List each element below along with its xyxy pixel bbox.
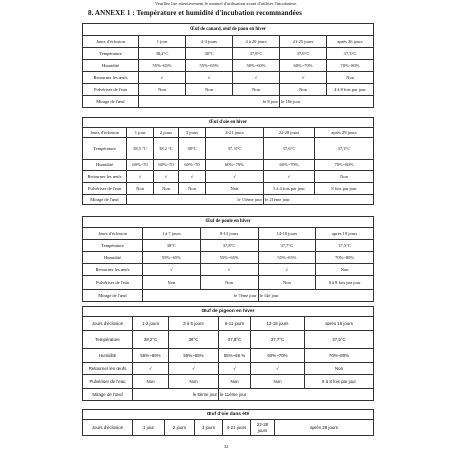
table-row: [83, 96, 374, 108]
cell: 8-13 jours: [200, 228, 258, 240]
cell: √: [264, 171, 315, 183]
table-row: [83, 195, 374, 205]
table-row: [83, 84, 374, 96]
table-row: [83, 128, 374, 138]
cell: √: [280, 72, 327, 84]
cell: 37,6°C: [280, 48, 327, 60]
cell: après 26 jours: [327, 36, 374, 48]
cell: 2-3 jours: [186, 36, 233, 48]
cell: Non: [206, 183, 264, 195]
cell: 38.2 °C: [154, 138, 179, 160]
cell: 37,8°C: [200, 240, 258, 252]
row-label: Retourner les œufs: [83, 363, 133, 375]
cell: après 16 jours: [305, 317, 374, 331]
cell: √: [154, 171, 179, 183]
table-row: [83, 331, 374, 349]
table-title: Œuf de canard, œuf de paon en hiver: [83, 24, 374, 36]
cell: 70%~80%: [316, 252, 374, 264]
cell: √: [251, 363, 305, 375]
table-title: Œuf d'oie en hiver: [83, 118, 374, 128]
cell: 1 jour: [133, 420, 165, 436]
row-label: Mirage de l'œuf: [83, 389, 133, 401]
cell: 1 jour: [127, 128, 154, 138]
row-label: Retourner les œufs: [83, 72, 139, 84]
cell: 1-2 jours: [133, 317, 169, 331]
table-row: [83, 420, 374, 436]
cell: 38°C: [179, 138, 206, 160]
cell: 3 à 4 fois par jour: [264, 183, 315, 195]
cell: 37,6°C: [264, 138, 315, 160]
cell: 14-18 jours: [258, 228, 316, 240]
cell: 38,2°C: [139, 48, 186, 60]
table-row: [83, 317, 374, 331]
table-row: [83, 36, 374, 48]
cell: 1 jour: [139, 36, 186, 48]
table-row: [83, 375, 374, 389]
row-label: Mirage de l'œuf: [83, 96, 139, 108]
row-label: Mirage de l'œuf: [83, 195, 127, 205]
table-row: [83, 252, 374, 264]
cell: √: [139, 72, 186, 84]
cell: 60%~70%: [206, 160, 264, 171]
cell: 70%~80%: [315, 160, 374, 171]
cell: √: [127, 171, 154, 183]
table-row: [83, 48, 374, 60]
cell: Non: [143, 276, 201, 290]
cell: √: [133, 363, 169, 375]
cell: Non: [315, 171, 374, 183]
cell: 3 jours: [179, 128, 206, 138]
cell: 4 à 20 jours: [233, 36, 280, 48]
duck-egg-table: [82, 23, 374, 108]
table-row: [83, 138, 374, 160]
cell: √: [219, 363, 251, 375]
table-title: Œuf d'oie dans été: [83, 410, 374, 420]
cell: 37,3°C: [327, 48, 374, 60]
cell: 3 à 5 jours: [169, 317, 219, 331]
cell: √: [233, 72, 280, 84]
row-label: Retourner les œufs: [83, 264, 143, 276]
table-row: [83, 60, 374, 72]
cell: 6 à 8 fois par jour: [305, 375, 374, 389]
cell: Non: [316, 264, 374, 276]
cell: √: [200, 264, 258, 276]
cell: après 29 jours: [315, 128, 374, 138]
cell: le 7ème jour: [143, 290, 259, 302]
cell: 38°C: [143, 240, 201, 252]
chicken-egg-table: [82, 216, 374, 302]
cell: le 11ème jour: [127, 195, 264, 205]
row-label: Température: [83, 48, 139, 60]
cell: après 19 jours: [316, 228, 374, 240]
cell: Non: [127, 183, 154, 195]
cell: 38°C: [186, 48, 233, 60]
table-row: [83, 389, 374, 401]
row-label: Pulvériser de l'eau: [83, 84, 139, 96]
cell: 38°C: [169, 331, 219, 349]
cell: 38,2°C: [133, 331, 169, 349]
cell: 37,3°C: [315, 138, 374, 160]
table-row: [83, 72, 374, 84]
cell: 37,8°C: [233, 48, 280, 60]
cell: 12-15 jours: [251, 317, 305, 331]
cell: 37,7°C: [251, 331, 305, 349]
cell: Non: [200, 276, 258, 290]
cell: 60%~70%: [251, 349, 305, 363]
cell: le 8 jour: [139, 96, 280, 108]
row-label: Retourner les œufs: [83, 171, 127, 183]
cell: Non: [280, 84, 327, 96]
table-row: [83, 276, 374, 290]
cell: 8 fois par jour: [315, 183, 374, 195]
cell: Non: [258, 276, 316, 290]
cell: le 5ème jour: [133, 389, 219, 401]
cell: 37,7°C: [258, 240, 316, 252]
cell: le 18e jour: [280, 96, 374, 108]
table-row: [83, 349, 374, 363]
cell: 55%~65%: [139, 60, 186, 72]
cell: 55%~65%: [258, 252, 316, 264]
cell: 60%~70%: [280, 60, 327, 72]
table-title: Œuf de poule en hiver: [83, 217, 374, 228]
cell: 4-21 jours: [206, 128, 264, 138]
cell: 1 à 7 jours: [143, 228, 201, 240]
cell: 21-25 jours: [280, 36, 327, 48]
cell: après 29 jours: [275, 420, 374, 436]
row-label: Pulvériser de l'eau: [83, 183, 127, 195]
cell: Non: [219, 375, 251, 389]
row-label: Température: [83, 240, 143, 252]
cell: le 14e jour: [258, 290, 374, 302]
row-label: Mirage de l'œuf: [83, 290, 143, 302]
cell: Non: [251, 375, 305, 389]
table-row: [83, 160, 374, 171]
table-row: [83, 290, 374, 302]
row-label: Jours d'éclosion: [83, 317, 133, 331]
cell: 55%~65 %: [219, 349, 251, 363]
row-label: Température: [83, 331, 133, 349]
table-row: [83, 183, 374, 195]
row-label: Humidité: [83, 160, 127, 171]
table-title: Œuf de pigeon en hiver: [83, 307, 374, 317]
cell: √: [179, 171, 206, 183]
cell: Non: [179, 183, 206, 195]
cell: Non: [133, 375, 169, 389]
cell: 55%~65%: [169, 349, 219, 363]
row-label: Humidité: [83, 60, 139, 72]
cell: 50%~60%: [233, 60, 280, 72]
section-heading: 8. ANNEXE 1 : Température et humidité d'incubation recommandées: [88, 9, 302, 17]
cell: √: [169, 363, 219, 375]
row-label: Jours d'éclosion: [83, 228, 143, 240]
row-label: Pulvériser de l'eau: [83, 375, 133, 389]
cell: 37,5°C: [305, 331, 374, 349]
cell: 3 jours: [195, 420, 223, 436]
cell: √: [258, 264, 316, 276]
page-number: 32: [223, 444, 229, 449]
cell: √: [143, 264, 201, 276]
goose-egg-winter-table: [82, 117, 374, 205]
top-note: Veuillez lire attentivement le manuel d'utilisation avant d'utiliser l'incubateur.: [155, 1, 297, 6]
cell: 22-28 jours: [264, 128, 315, 138]
cell: 38,5 °C: [127, 138, 154, 160]
cell: 55%~65%: [186, 60, 233, 72]
cell: √: [186, 72, 233, 84]
cell: 37,8°C: [219, 331, 251, 349]
cell: 70%~80%: [327, 60, 374, 72]
cell: 60%~70%: [264, 160, 315, 171]
cell: le 21ème jour: [264, 195, 374, 205]
goose-egg-summer-table: [82, 409, 374, 436]
row-label: Pulvériser de l'eau: [83, 276, 143, 290]
cell: le 11ème jour: [219, 389, 374, 401]
cell: Non: [233, 84, 280, 96]
row-label: Humidité: [83, 349, 133, 363]
cell: Non: [139, 84, 186, 96]
table-row: [83, 264, 374, 276]
cell: √: [206, 171, 264, 183]
row-label: Jours d'éclosion: [83, 36, 139, 48]
cell: 22-28 jours: [251, 420, 275, 436]
cell: 55%~65%: [143, 252, 201, 264]
cell: 4-21 jours: [223, 420, 251, 436]
cell: 6-11 jours: [219, 317, 251, 331]
cell: 2 jours: [154, 128, 179, 138]
row-label: Température: [83, 138, 127, 160]
table-row: [83, 240, 374, 252]
pigeon-egg-table: [82, 306, 374, 401]
cell: 60%~70: [179, 160, 206, 171]
cell: 55%~65%: [200, 252, 258, 264]
cell: 60%~70: [154, 160, 179, 171]
cell: Non: [169, 375, 219, 389]
row-label: Jours d'éclosion: [83, 128, 127, 138]
cell: Non: [186, 84, 233, 96]
table-row: [83, 363, 374, 375]
cell: Non: [154, 183, 179, 195]
cell: 37,5°C: [316, 240, 374, 252]
cell: 37. 8°C: [206, 138, 264, 160]
cell: 60%~70: [127, 160, 154, 171]
cell: 70%~80%: [305, 349, 374, 363]
cell: 2 jours: [165, 420, 195, 436]
row-label: Humidité: [83, 252, 143, 264]
table-row: [83, 171, 374, 183]
table-row: [83, 228, 374, 240]
cell: Non: [305, 363, 374, 375]
cell: 55%~65%: [133, 349, 169, 363]
cell: 6 à 8 fois par jour: [316, 276, 374, 290]
row-label: Jours d'éclosion: [83, 420, 133, 436]
cell: Non: [327, 72, 374, 84]
cell: 4 à 8 fois par jour: [327, 84, 374, 96]
